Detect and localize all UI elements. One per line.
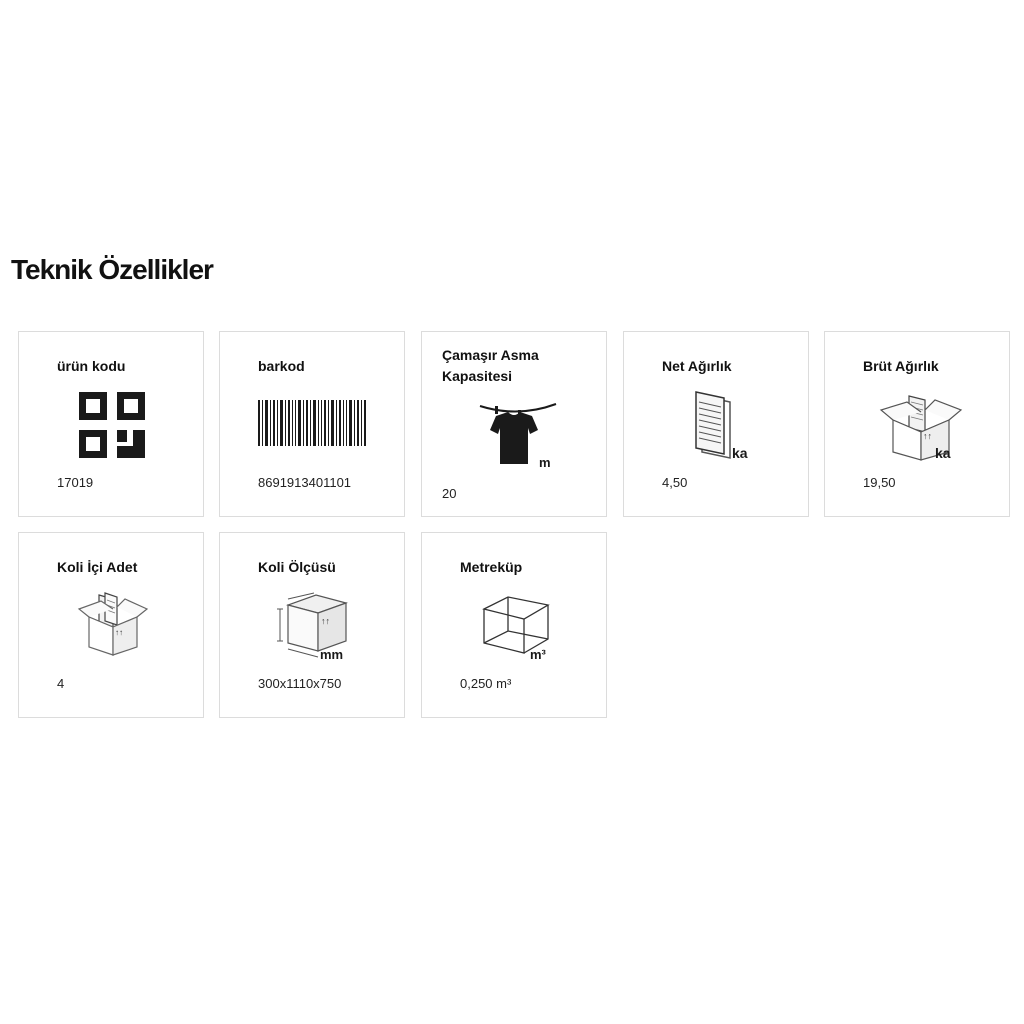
spec-label: Net Ağırlık <box>662 358 732 374</box>
spec-label: ürün kodu <box>57 358 126 374</box>
spec-card-gross-weight <box>824 331 1010 517</box>
spec-label: Metreküp <box>460 559 523 575</box>
spec-label: Koli Ölçüsü <box>258 559 336 575</box>
page-title: Teknik Özellikler <box>11 254 213 285</box>
unit-text: mm <box>320 647 344 662</box>
open-box-icon <box>77 591 149 659</box>
box-dimensions-icon <box>274 591 358 663</box>
svg-text:↑↑: ↑↑ <box>115 628 123 637</box>
spec-card-box-size <box>219 532 405 718</box>
spec-label: barkod <box>258 358 305 374</box>
qr-code-icon <box>77 390 147 460</box>
spec-value: 300x1110x750 <box>258 676 342 691</box>
spec-value: 19,50 <box>863 475 896 490</box>
barcode-icon <box>258 400 368 446</box>
spec-value: 20 <box>442 486 457 501</box>
unit-text: ka <box>935 445 951 461</box>
unit-text: m <box>539 455 551 470</box>
spec-card-volume <box>421 532 607 718</box>
product-weight-icon <box>692 390 758 462</box>
svg-text:↑↑: ↑↑ <box>321 616 330 626</box>
svg-text:↑↑: ↑↑ <box>923 431 932 441</box>
spec-value: 17019 <box>57 475 94 490</box>
spec-value: 8691913401101 <box>258 475 352 490</box>
spec-label: Brüt Ağırlık <box>863 358 939 374</box>
spec-label: Çamaşır Asma Kapasitesi <box>442 347 539 384</box>
spec-card-product-code <box>18 331 204 517</box>
boxed-weight-icon <box>879 390 963 462</box>
spec-value: 0,250 m³ <box>460 676 512 691</box>
spec-card-barcode <box>219 331 405 517</box>
spec-card-drying-capacity <box>421 331 607 517</box>
spec-label: Koli İçi Adet <box>57 559 138 575</box>
unit-text: m³ <box>530 647 546 662</box>
spec-card-box-quantity <box>18 532 204 718</box>
spec-value: 4 <box>57 676 65 691</box>
spec-card-net-weight <box>623 331 809 517</box>
spec-value: 4,50 <box>662 475 688 490</box>
clothesline-icon <box>478 400 558 472</box>
unit-text: ka <box>732 445 748 461</box>
cube-volume-icon <box>478 591 558 663</box>
